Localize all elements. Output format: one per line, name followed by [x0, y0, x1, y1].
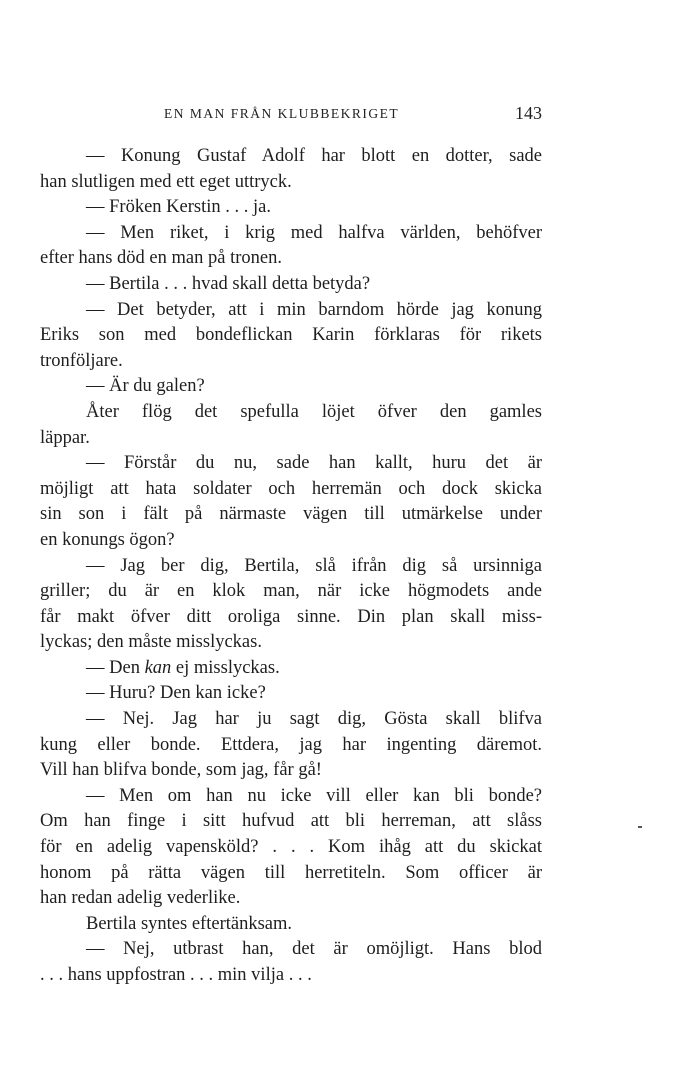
text-line: han slutligen med ett eget uttryck. [40, 171, 292, 192]
text-line: — Bertila . . . hvad skall detta betyda? [86, 273, 371, 294]
text-line: Eriks son med bondeflickan Karin förklaras för rikets [40, 325, 542, 346]
text-line: Åter flög det spefulla löjet öfver den gamles [86, 401, 542, 422]
text-line: — Men om han nu icke vill eller kan bli bonde? [86, 785, 542, 806]
page-number: 143 [515, 103, 542, 123]
text-line: . . . hans uppfostran . . . min vilja . . . [40, 965, 312, 985]
text-line: — Det betyder, att i min barndom hörde jag konung [86, 299, 542, 320]
page-header [40, 104, 542, 128]
text-line: han redan adelig vederlike. [40, 888, 241, 909]
text-line: Vill han blifva bonde, som jag, får gå! [40, 760, 322, 781]
text-line: får makt öfver ditt oroliga sinne. Din plan skall miss- [40, 606, 542, 627]
text-line: honom på rätta vägen till herretiteln. Som officer är [40, 862, 542, 883]
text-line: läppar. [40, 427, 90, 448]
text-line: för en adelig vapensköld? . . . Kom ihåg att du skickat [40, 837, 542, 858]
text-line: — Förstår du nu, sade han kallt, huru det är [86, 453, 542, 474]
text-line: — Nej, utbrast han, det är omöjligt. Hans blod [86, 939, 542, 960]
text-line: — Fröken Kerstin . . . ja. [86, 197, 271, 218]
text-line: en konungs ögon? [40, 529, 175, 550]
text-line: efter hans död en man på tronen. [40, 248, 282, 269]
text-line: — Nej. Jag har ju sagt dig, Gösta skall blifva [86, 709, 542, 730]
text-line: Bertila syntes eftertänksam. [86, 913, 293, 934]
text-line: Om han finge i sitt hufvud att bli herreman, att slåss [40, 811, 542, 832]
text-line: kung eller bonde. Ettdera, jag har ingenting däremot. [40, 734, 542, 755]
running-head: EN MAN FRÅN KLUBBEKRIGET [164, 106, 400, 121]
text-line: — Huru? Den kan icke? [86, 683, 266, 704]
text-line: möjligt att hata soldater och herremän och dock skicka [40, 478, 542, 499]
text-line: lyckas; den måste misslyckas. [40, 632, 262, 653]
body-text [40, 144, 542, 989]
text-line: — Är du galen? [86, 376, 205, 397]
text-line: sin son i fält på närmaste vägen till utmärkelse under [40, 504, 542, 525]
text-line: griller; du är en klok man, när icke högmodets ande [40, 581, 542, 602]
text-line: — Konung Gustaf Adolf har blott en dotter, sade [86, 146, 542, 166]
emphasis: kan [144, 657, 172, 678]
text-line: tronföljare. [40, 350, 123, 371]
text-line: — Men riket, i krig med halfva världen, behöfver [86, 222, 542, 243]
text-line: — Den kan ej misslyckas. [86, 657, 280, 678]
text-line: — Jag ber dig, Bertila, slå ifrån dig så ursinniga [86, 555, 542, 576]
print-speck [638, 826, 642, 828]
